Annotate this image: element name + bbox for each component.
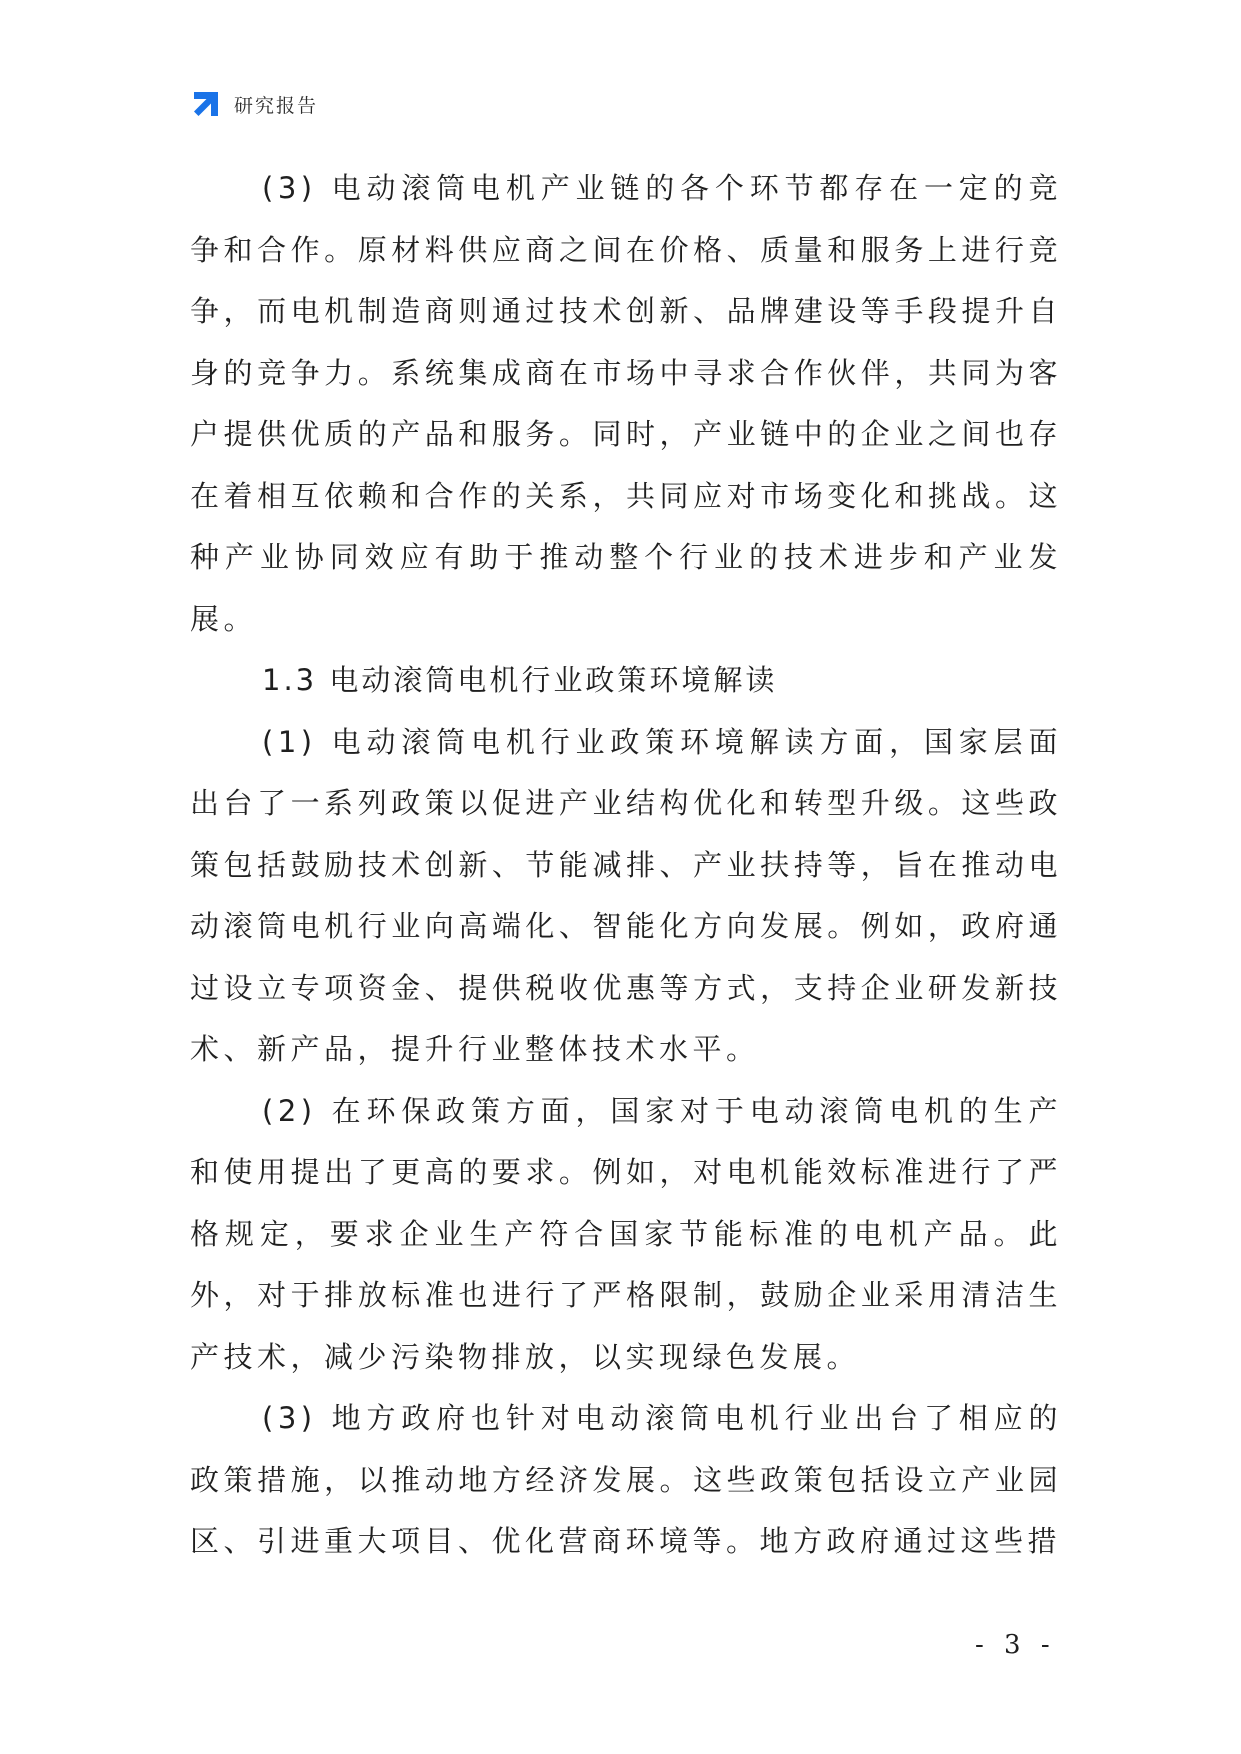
header-label: 研究报告 (234, 94, 319, 117)
paragraph: (2) 在环保政策方面，国家对于电动滚筒电机的生产和使用提出了更高的要求。例如，对电机能效标准进行了严格规定，要求企业生产符合国家节能标准的电机产品。此外，对于排放标准也进行了严格限制，鼓励企业采用清洁生产技术，减少污染物排放，以实现绿色发展。 (190, 1093, 1062, 1374)
document-body (190, 158, 1062, 1573)
page-number: - 3 - (975, 1630, 1056, 1660)
arrow-up-right-icon (190, 88, 222, 120)
paragraph: (3) 电动滚筒电机产业链的各个环节都存在一定的竞争和合作。原材料供应商之间在价格、质量和服务上进行竞争，而电机制造商则通过技术创新、品牌建设等手段提升自身的竞争力。系统集成商在市场中寻求合作伙伴，共同为客户提供优质的产品和服务。同时，产业链中的企业之间也存在着相互依赖和合作的关系，共同应对市场变化和挑战。这种产业协同效应有助于推动整个行业的技术进步和产业发展。 (190, 171, 1062, 636)
page-header (190, 86, 318, 122)
section-heading: 1.3 电动滚筒电机行业政策环境解读 (262, 663, 778, 697)
paragraph: (1) 电动滚筒电机行业政策环境解读方面，国家层面出台了一系列政策以促进产业结构优化和转型升级。这些政策包括鼓励技术创新、节能减排、产业扶持等，旨在推动电动滚筒电机行业向高端化、智能化方向发展。例如，政府通过设立专项资金、提供税收优惠等方式，支持企业研发新技术、新产品，提升行业整体技术水平。 (190, 724, 1062, 1066)
paragraph: (3) 地方政府也针对电动滚筒电机行业出台了相应的政策措施，以推动地方经济发展。这些政策包括设立产业园区、引进重大项目、优化营商环境等。地方政府通过这些措 (190, 1401, 1062, 1558)
